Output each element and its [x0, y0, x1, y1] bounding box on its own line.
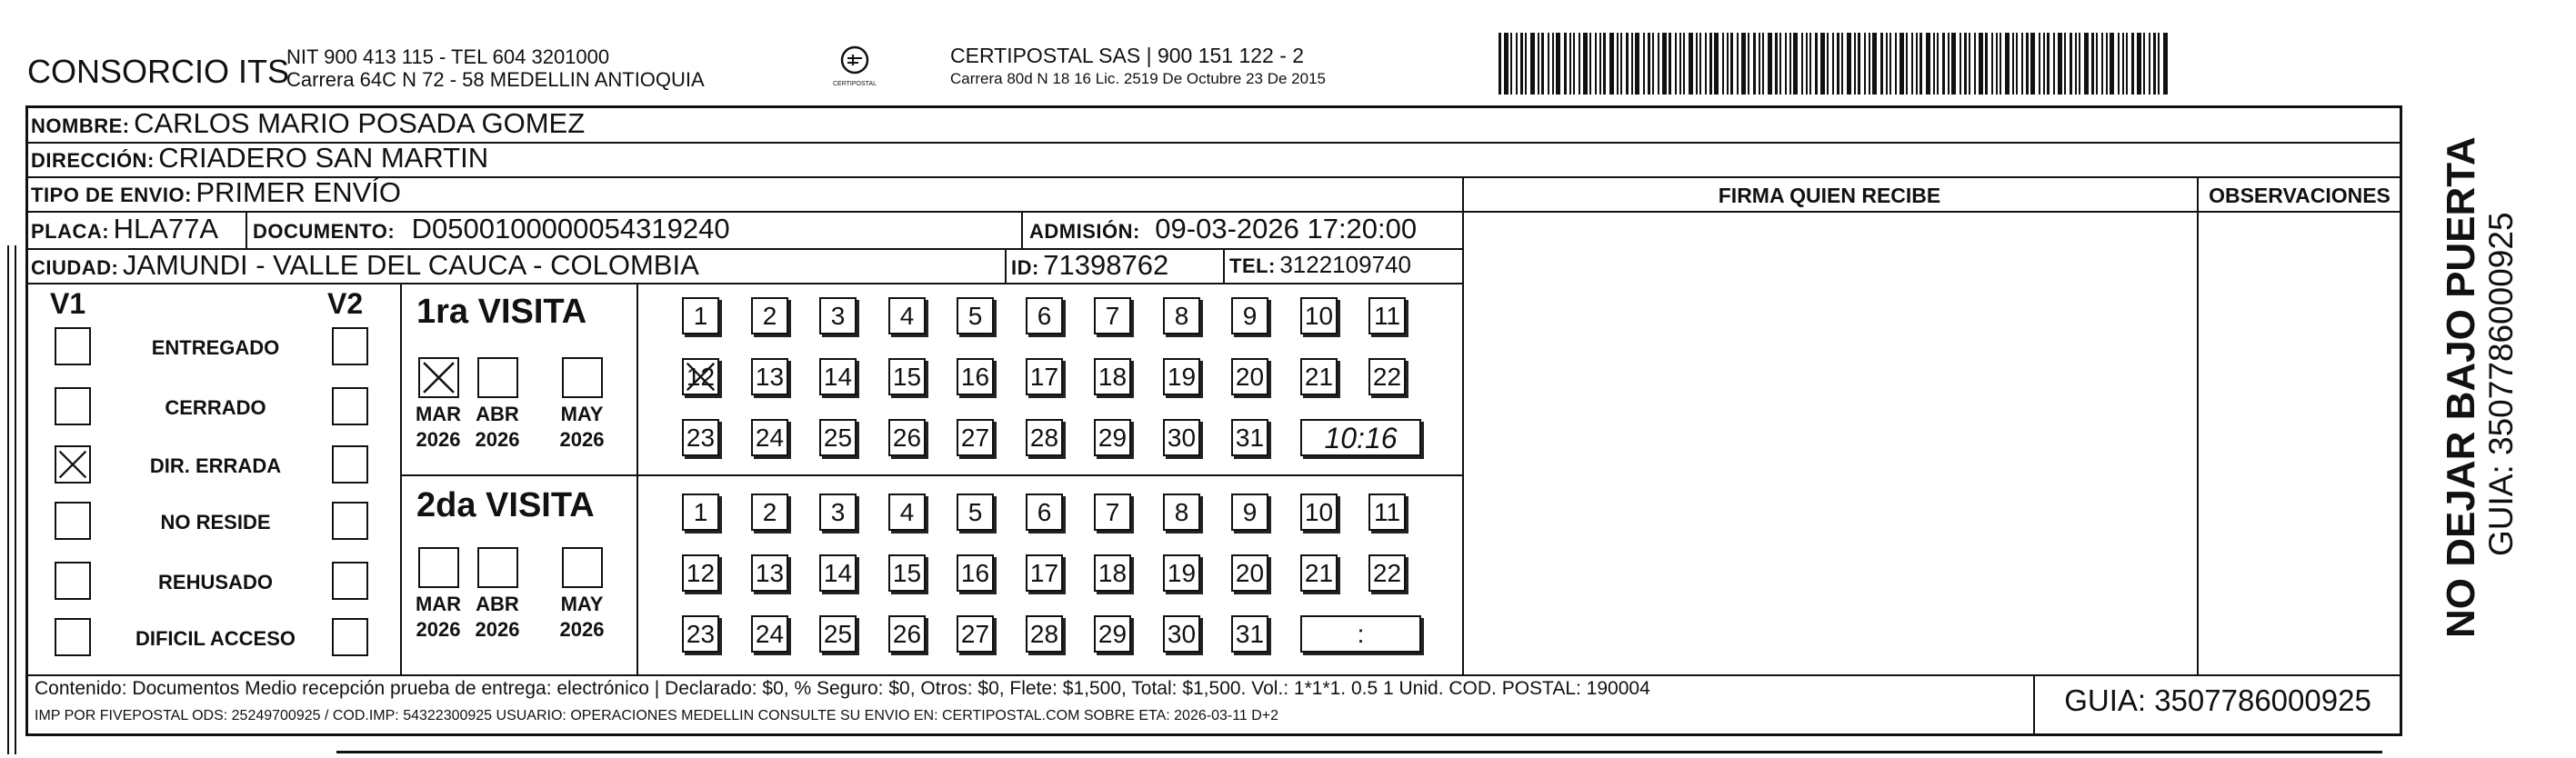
visita1-day-29[interactable]: 29: [1094, 419, 1131, 456]
admision-value: 09-03-2026 17:20:00: [1155, 213, 1418, 244]
tel-value: 3122109740: [1279, 251, 1411, 278]
visita2-year-label-0: 2026: [416, 618, 461, 641]
placa-label: PLACA:: [31, 220, 110, 243]
v2-checkbox-1[interactable]: [332, 387, 368, 425]
visita2-day-7[interactable]: 7: [1094, 494, 1131, 531]
visita2-day-10[interactable]: 10: [1300, 494, 1338, 531]
visita2-month-checkbox-2[interactable]: [562, 547, 603, 588]
visita2-day-1[interactable]: 1: [682, 494, 719, 531]
visita1-day-10[interactable]: 10: [1300, 297, 1338, 334]
visita1-month-checkbox-0[interactable]: [418, 357, 459, 398]
carrier-line: CERTIPOSTAL SAS | 900 151 122 - 2: [950, 44, 1305, 67]
visita2-day-5[interactable]: 5: [957, 494, 994, 531]
visita2-month-label-0: MAR: [415, 593, 462, 615]
visita2-day-22[interactable]: 22: [1368, 554, 1406, 592]
visita1-year-label-2: 2026: [559, 428, 605, 451]
visita1-time-field[interactable]: 10:16: [1300, 419, 1421, 456]
visita2-title: 2da VISITA: [416, 486, 595, 524]
visita2-day-4[interactable]: 4: [888, 494, 926, 531]
visita1-day-17[interactable]: 17: [1026, 358, 1063, 395]
company-nit-line: NIT 900 413 115 - TEL 604 3201000: [286, 45, 610, 68]
v2-checkbox-3[interactable]: [332, 502, 368, 540]
visita1-day-19[interactable]: 19: [1163, 358, 1200, 395]
visita1-day-23[interactable]: 23: [682, 419, 719, 456]
visita2-day-14[interactable]: 14: [819, 554, 857, 592]
tipo-envio-value: PRIMER ENVÍO: [195, 176, 402, 208]
admision-label: ADMISIÓN:: [1029, 220, 1140, 243]
visita2-day-28[interactable]: 28: [1026, 615, 1063, 653]
visita2-month-label-2: MAY: [560, 593, 604, 615]
nombre-value: CARLOS MARIO POSADA GOMEZ: [134, 107, 586, 139]
nombre-label: NOMBRE:: [31, 115, 130, 137]
v2-checkbox-4[interactable]: [332, 562, 368, 600]
footer-guia: GUIA: 3507786000925: [2064, 683, 2371, 717]
visita2-month-checkbox-1[interactable]: [477, 547, 518, 588]
visita2-day-23[interactable]: 23: [682, 615, 719, 653]
status-label-0: ENTREGADO: [151, 336, 280, 359]
visita2-time-field[interactable]: :: [1300, 615, 1421, 653]
visita1-day-16[interactable]: 16: [957, 358, 994, 395]
visita1-year-label-1: 2026: [475, 428, 520, 451]
visita1-day-28[interactable]: 28: [1026, 419, 1063, 456]
visita2-day-19[interactable]: 19: [1163, 554, 1200, 592]
v2-checkbox-0[interactable]: [332, 327, 368, 365]
visita1-day-13[interactable]: 13: [751, 358, 788, 395]
v1-label: V1: [50, 287, 86, 320]
visita2-day-25[interactable]: 25: [819, 615, 857, 653]
visita2-day-31[interactable]: 31: [1231, 615, 1268, 653]
visita2-day-20[interactable]: 20: [1231, 554, 1268, 592]
visita2-day-3[interactable]: 3: [819, 494, 857, 531]
direccion-label: DIRECCIÓN:: [31, 149, 155, 172]
ciudad-value: JAMUNDI - VALLE DEL CAUCA - COLOMBIA: [122, 249, 699, 281]
certipostal-logo: [829, 40, 880, 93]
visita2-day-29[interactable]: 29: [1094, 615, 1131, 653]
visita1-day-11[interactable]: 11: [1368, 297, 1406, 334]
visita1-year-label-0: 2026: [416, 428, 461, 451]
barcode: [1498, 33, 2171, 95]
ciudad-label: CIUDAD:: [31, 256, 119, 279]
observaciones-header: OBSERVACIONES: [2209, 184, 2391, 207]
status-label-3: NO RESIDE: [160, 511, 271, 534]
visita1-day-14[interactable]: 14: [819, 358, 857, 395]
visita1-month-label-2: MAY: [560, 403, 604, 425]
visita2-year-label-2: 2026: [559, 618, 605, 641]
visita2-day-30[interactable]: 30: [1163, 615, 1200, 653]
visita2-day-9[interactable]: 9: [1231, 494, 1268, 531]
visita1-month-checkbox-1[interactable]: [477, 357, 518, 398]
status-label-2: DIR. ERRADA: [149, 454, 282, 477]
visita1-day-26[interactable]: 26: [888, 419, 926, 456]
visita2-day-6[interactable]: 6: [1026, 494, 1063, 531]
visita2-month-label-1: ABR: [476, 593, 519, 615]
company-address-line: Carrera 64C N 72 - 58 MEDELLIN ANTIOQUIA: [286, 68, 705, 91]
visita2-day-21[interactable]: 21: [1300, 554, 1338, 592]
visita2-day-15[interactable]: 15: [888, 554, 926, 592]
status-label-5: DIFICIL ACCESO: [135, 627, 296, 650]
v1-checkbox-1[interactable]: [55, 387, 91, 425]
no-dejar-bajo-puerta: NO DEJAR BAJO PUERTA: [2439, 136, 2483, 638]
visita2-day-2[interactable]: 2: [751, 494, 788, 531]
visita1-day-31[interactable]: 31: [1231, 419, 1268, 456]
carrier-license-line: Carrera 80d N 18 16 Lic. 2519 De Octubre 23 De 2015: [950, 70, 1326, 87]
visita1-title: 1ra VISITA: [416, 293, 587, 331]
documento-value: D0500100000054319240: [411, 213, 730, 244]
visita1-day-30[interactable]: 30: [1163, 419, 1200, 456]
visita1-day-21[interactable]: 21: [1300, 358, 1338, 395]
id-value: 71398762: [1043, 249, 1169, 281]
visita1-day-24[interactable]: 24: [751, 419, 788, 456]
v1-checkbox-2[interactable]: [55, 445, 91, 484]
status-label-4: REHUSADO: [158, 571, 273, 593]
company-name: CONSORCIO ITS: [27, 53, 290, 90]
visita1-day-6[interactable]: 6: [1026, 297, 1063, 334]
documento-label: DOCUMENTO:: [253, 220, 396, 243]
visita2-month-checkbox-0[interactable]: [418, 547, 459, 588]
visita1-month-checkbox-2[interactable]: [562, 357, 603, 398]
visita2-day-24[interactable]: 24: [751, 615, 788, 653]
visita1-month-label-0: MAR: [415, 403, 462, 425]
firma-header: FIRMA QUIEN RECIBE: [1718, 184, 1941, 207]
footer-content-line: Contenido: Documentos Medio recepción prueba de entrega: electrónico | Declarado: $0, % Seguro: $0, Otros: $0, Flete: $1,500, Total: $1,500. Vol.: 1*1*1. 0.5 1 Unid. COD. POSTAL: 190004: [35, 678, 1650, 699]
visita2-day-11[interactable]: 11: [1368, 494, 1406, 531]
firma-area[interactable]: [1464, 213, 2195, 673]
v1-checkbox-0[interactable]: [55, 327, 91, 365]
visita1-day-9[interactable]: 9: [1231, 297, 1268, 334]
visita1-day-5[interactable]: 5: [957, 297, 994, 334]
v2-label: V2: [327, 287, 364, 320]
certipostal-logo-text: CERTIPOSTAL: [833, 81, 877, 87]
visita1-day-1[interactable]: 1: [682, 297, 719, 334]
placa-value: HLA77A: [113, 213, 219, 244]
visita1-day-22[interactable]: 22: [1368, 358, 1406, 395]
v1-checkbox-4[interactable]: [55, 562, 91, 600]
tel-label: TEL:: [1229, 254, 1276, 277]
visita2-day-27[interactable]: 27: [957, 615, 994, 653]
visita2-year-label-1: 2026: [475, 618, 520, 641]
v1-checkbox-3[interactable]: [55, 502, 91, 540]
visita1-day-4[interactable]: 4: [888, 297, 926, 334]
visita1-day-2[interactable]: 2: [751, 297, 788, 334]
status-label-1: CERRADO: [165, 396, 266, 419]
visita1-day-20[interactable]: 20: [1231, 358, 1268, 395]
footer-imp-line: IMP POR FIVEPOSTAL ODS: 25249700925 / COD.IMP: 54322300925 USUARIO: OPERACIONES MEDELLIN CONSULTE SU ENVIO EN: CERTIPOSTAL.COM SOBRE ETA: 2026-03-11 D+2: [35, 708, 1279, 723]
visita2-day-13[interactable]: 13: [751, 554, 788, 592]
v2-checkbox-5[interactable]: [332, 618, 368, 656]
visita1-day-7[interactable]: 7: [1094, 297, 1131, 334]
visita1-day-12[interactable]: 12: [682, 358, 719, 395]
visita1-day-18[interactable]: 18: [1094, 358, 1131, 395]
visita1-day-25[interactable]: 25: [819, 419, 857, 456]
id-label: ID:: [1011, 256, 1039, 279]
v2-checkbox-2[interactable]: [332, 445, 368, 484]
tipo-envio-label: TIPO DE ENVIO:: [31, 184, 192, 206]
visita1-day-27[interactable]: 27: [957, 419, 994, 456]
visita2-day-12[interactable]: 12: [682, 554, 719, 592]
observaciones-area[interactable]: [2199, 213, 2401, 673]
direccion-value: CRIADERO SAN MARTIN: [158, 142, 489, 174]
side-guia: GUIA: 3507786000925: [2482, 212, 2520, 556]
visita2-day-8[interactable]: 8: [1163, 494, 1200, 531]
visita1-day-15[interactable]: 15: [888, 358, 926, 395]
v1-checkbox-5[interactable]: [55, 618, 91, 656]
visita1-month-label-1: ABR: [476, 403, 519, 425]
visita2-day-17[interactable]: 17: [1026, 554, 1063, 592]
visita2-day-18[interactable]: 18: [1094, 554, 1131, 592]
visita2-day-16[interactable]: 16: [957, 554, 994, 592]
visita1-day-3[interactable]: 3: [819, 297, 857, 334]
visita1-day-8[interactable]: 8: [1163, 297, 1200, 334]
visita2-day-26[interactable]: 26: [888, 615, 926, 653]
